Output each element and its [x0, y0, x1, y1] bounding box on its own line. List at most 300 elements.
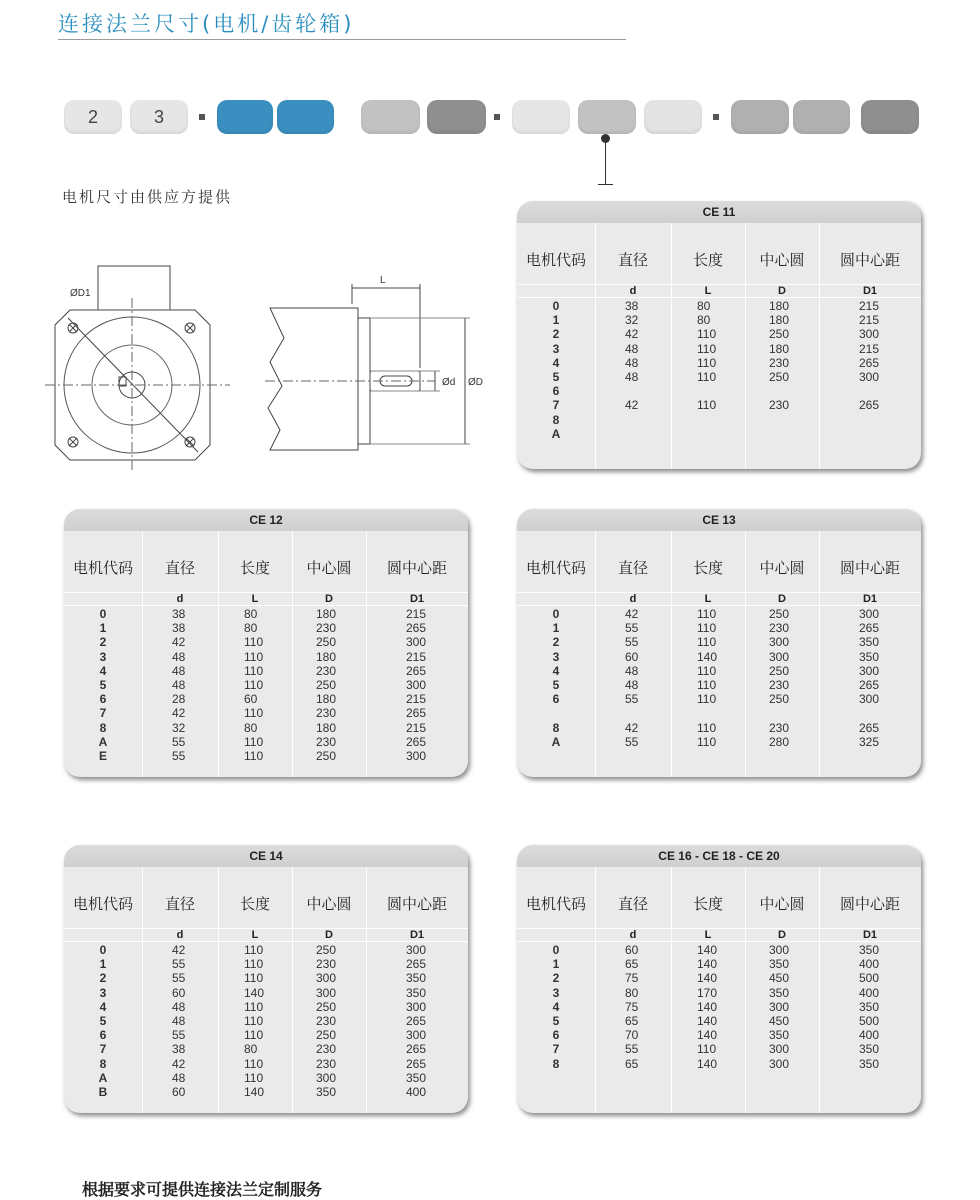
- value-cell: 110: [697, 635, 717, 650]
- value-cell: 215: [859, 341, 880, 356]
- value-cell: 230: [769, 720, 790, 735]
- column-symbol: D1: [409, 593, 425, 605]
- value-cell: 110: [244, 999, 264, 1014]
- value-cell: 48: [625, 677, 639, 692]
- column-header: 直径: [617, 895, 648, 913]
- value-cell: 350: [859, 649, 880, 664]
- code-pill: [861, 100, 919, 134]
- value-cell: 300: [406, 999, 427, 1014]
- value-cell: 110: [244, 677, 264, 692]
- table-row: [517, 413, 921, 427]
- d1-label: ØD1: [70, 288, 91, 299]
- value-cell: 450: [769, 1013, 790, 1028]
- column-header: 圆中心距: [386, 895, 447, 913]
- l-label: L: [380, 275, 386, 286]
- big-d-label: ØD: [468, 377, 483, 388]
- table-caption: CE 13: [517, 509, 921, 531]
- value-cell: 350: [406, 1070, 427, 1085]
- value-cell: 180: [316, 649, 337, 664]
- code-pill: [578, 100, 636, 134]
- value-cell: 48: [172, 1070, 186, 1085]
- column-symbol: L: [704, 929, 712, 941]
- table-row: [64, 1042, 468, 1056]
- table-row: [517, 356, 921, 370]
- symbol-rule: [64, 605, 468, 606]
- table-body: [64, 943, 468, 1099]
- value-cell: 28: [172, 692, 186, 707]
- value-cell: 48: [172, 1013, 186, 1028]
- motor-code-cell: 1: [552, 313, 560, 328]
- symbol-rule: [517, 297, 921, 298]
- motor-code-cell: 5: [99, 677, 107, 692]
- column-symbol: L: [704, 285, 712, 297]
- value-cell: 48: [172, 677, 186, 692]
- value-cell: 48: [172, 663, 186, 678]
- value-cell: 300: [769, 999, 790, 1014]
- value-cell: 110: [697, 734, 717, 749]
- column-symbol: d: [629, 285, 637, 297]
- code-pill: [731, 100, 789, 134]
- value-cell: 48: [625, 369, 639, 384]
- value-cell: 250: [316, 748, 337, 763]
- value-cell: 140: [697, 1056, 718, 1071]
- value-cell: 230: [316, 734, 337, 749]
- code-pill: [361, 100, 420, 134]
- value-cell: 300: [859, 327, 880, 342]
- value-cell: 230: [769, 398, 790, 413]
- value-cell: 110: [244, 734, 264, 749]
- table-row: [517, 721, 921, 735]
- value-cell: 110: [697, 663, 717, 678]
- value-cell: 140: [697, 999, 718, 1014]
- column-header: 中心圆: [759, 895, 805, 913]
- value-cell: 32: [625, 313, 639, 328]
- order-code-row: [0, 100, 980, 134]
- flange-table-ce16: [517, 845, 921, 1113]
- table-caption: CE 16 - CE 18 - CE 20: [517, 845, 921, 867]
- motor-code-cell: 6: [552, 384, 560, 399]
- value-cell: 215: [859, 313, 880, 328]
- table-row: [64, 678, 468, 692]
- value-cell: 265: [406, 957, 427, 972]
- value-cell: 110: [697, 369, 717, 384]
- value-cell: 250: [769, 663, 790, 678]
- value-cell: 300: [406, 1028, 427, 1043]
- value-cell: 110: [697, 355, 717, 370]
- value-cell: 265: [406, 663, 427, 678]
- motor-code-cell: 2: [552, 635, 560, 650]
- flange-drawing: [40, 258, 490, 478]
- table-row: [517, 986, 921, 1000]
- motor-code-cell: 7: [99, 706, 107, 721]
- value-cell: 300: [859, 692, 880, 707]
- value-cell: 42: [172, 1056, 186, 1071]
- value-cell: 265: [406, 621, 427, 636]
- motor-code-cell: 1: [552, 957, 560, 972]
- value-cell: 55: [625, 692, 639, 707]
- motor-code-cell: 0: [552, 943, 560, 957]
- value-cell: 300: [769, 1042, 790, 1057]
- column-header: 长度: [239, 895, 270, 913]
- column-symbol: D: [325, 593, 333, 605]
- value-cell: 180: [316, 607, 337, 621]
- value-cell: 140: [697, 971, 718, 986]
- value-cell: 110: [244, 1070, 264, 1085]
- motor-code-cell: 5: [99, 1013, 107, 1028]
- value-cell: 55: [172, 748, 186, 763]
- motor-code-cell: 3: [552, 649, 560, 664]
- table-row: [64, 635, 468, 649]
- table-row: [64, 664, 468, 678]
- value-cell: 230: [769, 621, 790, 636]
- value-cell: 250: [769, 692, 790, 707]
- value-cell: 110: [697, 692, 717, 707]
- column-symbol: D: [778, 929, 786, 941]
- column-header: 电机代码: [72, 559, 133, 577]
- value-cell: 60: [244, 692, 258, 707]
- value-cell: 48: [625, 663, 639, 678]
- symbol-rule: [517, 605, 921, 606]
- value-cell: 110: [244, 943, 264, 957]
- motor-code-cell: A: [98, 1070, 108, 1085]
- table-row: [64, 721, 468, 735]
- column-symbol: D1: [862, 285, 878, 297]
- value-cell: 80: [625, 985, 639, 1000]
- column-symbol: D1: [409, 929, 425, 941]
- table-body: [517, 299, 921, 441]
- motor-code-cell: 3: [99, 649, 107, 664]
- value-cell: 300: [316, 971, 337, 986]
- code-separator-dot: [713, 114, 719, 120]
- value-cell: 140: [244, 985, 265, 1000]
- value-cell: 265: [406, 1013, 427, 1028]
- table-row: [64, 943, 468, 957]
- table-row: [517, 1042, 921, 1056]
- value-cell: 32: [172, 720, 186, 735]
- table-row: [64, 957, 468, 971]
- value-cell: 280: [769, 734, 790, 749]
- column-header: 长度: [692, 251, 723, 269]
- motor-code-cell: 6: [99, 692, 107, 707]
- value-cell: 300: [406, 943, 427, 957]
- value-cell: 300: [769, 649, 790, 664]
- value-cell: 230: [316, 621, 337, 636]
- value-cell: 110: [244, 706, 264, 721]
- column-header: 圆中心距: [386, 559, 447, 577]
- value-cell: 80: [244, 607, 258, 621]
- motor-code-cell: 1: [99, 957, 107, 972]
- motor-code-cell: 8: [99, 720, 107, 735]
- pointer-foot: [598, 184, 613, 185]
- code-separator-dot: [199, 114, 205, 120]
- column-header: 直径: [164, 895, 195, 913]
- value-cell: 110: [244, 635, 264, 650]
- value-cell: 70: [625, 1028, 639, 1043]
- motor-code-cell: 4: [552, 355, 560, 370]
- value-cell: 80: [697, 299, 711, 313]
- table-row: [517, 957, 921, 971]
- value-cell: 265: [406, 706, 427, 721]
- value-cell: 265: [859, 398, 880, 413]
- motor-code-cell: 3: [552, 341, 560, 356]
- table-row: [64, 706, 468, 720]
- value-cell: 350: [769, 957, 790, 972]
- value-cell: 60: [625, 943, 639, 957]
- table-row: [64, 1071, 468, 1085]
- value-cell: 300: [859, 369, 880, 384]
- value-cell: 215: [406, 692, 427, 707]
- table-row: [517, 678, 921, 692]
- symbol-rule: [64, 941, 468, 942]
- motor-code-cell: 1: [99, 621, 107, 636]
- flange-table-ce13: [517, 509, 921, 777]
- d-label: Ød: [442, 377, 456, 388]
- value-cell: 265: [859, 720, 880, 735]
- code-pill: [512, 100, 570, 134]
- table-row: [64, 650, 468, 664]
- value-cell: 140: [697, 649, 718, 664]
- code-pill: [644, 100, 702, 134]
- motor-code-cell: 0: [552, 607, 560, 621]
- motor-code-cell: 2: [552, 971, 560, 986]
- value-cell: 250: [769, 369, 790, 384]
- value-cell: 300: [859, 663, 880, 678]
- value-cell: 55: [625, 635, 639, 650]
- title-divider: [58, 39, 626, 40]
- value-cell: 38: [172, 607, 186, 621]
- value-cell: 215: [859, 299, 880, 313]
- value-cell: 65: [625, 1056, 639, 1071]
- code-pill: 2: [64, 100, 122, 134]
- value-cell: 48: [625, 355, 639, 370]
- value-cell: 300: [406, 748, 427, 763]
- table-row: [517, 607, 921, 621]
- motor-code-cell: 4: [552, 663, 560, 678]
- value-cell: 500: [859, 971, 880, 986]
- value-cell: 180: [769, 313, 790, 328]
- value-cell: 75: [625, 999, 639, 1014]
- value-cell: 250: [316, 1028, 337, 1043]
- motor-code-cell: 2: [99, 635, 107, 650]
- motor-code-cell: 3: [552, 985, 560, 1000]
- table-row: [64, 692, 468, 706]
- value-cell: 110: [244, 1056, 264, 1071]
- table-row: [517, 327, 921, 341]
- motor-code-cell: 6: [99, 1028, 107, 1043]
- motor-code-cell: 5: [552, 369, 560, 384]
- value-cell: 350: [769, 1028, 790, 1043]
- column-header: 直径: [617, 559, 648, 577]
- column-symbol: D1: [862, 929, 878, 941]
- column-header: 电机代码: [72, 895, 133, 913]
- value-cell: 140: [697, 1013, 718, 1028]
- value-cell: 110: [244, 1013, 264, 1028]
- motor-code-cell: 0: [99, 943, 107, 957]
- column-header: 圆中心距: [839, 251, 900, 269]
- column-symbol: D1: [862, 593, 878, 605]
- column-symbol: d: [629, 593, 637, 605]
- value-cell: 42: [625, 327, 639, 342]
- value-cell: 55: [172, 734, 186, 749]
- table-row: [64, 1085, 468, 1099]
- value-cell: 170: [697, 985, 718, 1000]
- value-cell: 350: [859, 999, 880, 1014]
- column-header: 中心圆: [306, 559, 352, 577]
- value-cell: 65: [625, 957, 639, 972]
- table-row: [64, 1014, 468, 1028]
- flange-table-ce12: [64, 509, 468, 777]
- value-cell: 38: [172, 1042, 186, 1057]
- column-symbol: D: [778, 285, 786, 297]
- flange-table-ce14: [64, 845, 468, 1113]
- column-symbol: L: [251, 593, 259, 605]
- motor-code-cell: 8: [552, 1056, 560, 1071]
- value-cell: 110: [697, 607, 717, 621]
- value-cell: 42: [625, 398, 639, 413]
- column-header: 直径: [617, 251, 648, 269]
- table-row: [64, 735, 468, 749]
- motor-code-cell: 7: [552, 398, 560, 413]
- table-row: [517, 313, 921, 327]
- motor-code-cell: 7: [552, 1042, 560, 1057]
- column-symbol: d: [629, 929, 637, 941]
- motor-code-cell: 6: [552, 1028, 560, 1043]
- column-header: 圆中心距: [839, 895, 900, 913]
- column-symbol: L: [251, 929, 259, 941]
- value-cell: 60: [172, 985, 186, 1000]
- value-cell: 180: [316, 720, 337, 735]
- value-cell: 265: [406, 1056, 427, 1071]
- table-row: [64, 607, 468, 621]
- code-pill: [793, 100, 850, 134]
- table-body: [64, 607, 468, 763]
- value-cell: 300: [406, 635, 427, 650]
- motor-code-cell: A: [551, 734, 561, 749]
- value-cell: 400: [859, 1028, 880, 1043]
- value-cell: 230: [316, 1056, 337, 1071]
- motor-code-cell: B: [98, 1084, 108, 1099]
- value-cell: 38: [172, 621, 186, 636]
- column-symbol: d: [176, 593, 184, 605]
- symbol-rule: [517, 941, 921, 942]
- value-cell: 215: [406, 607, 427, 621]
- table-row: [517, 1000, 921, 1014]
- value-cell: 250: [769, 607, 790, 621]
- code-pill: [427, 100, 486, 134]
- value-cell: 215: [406, 720, 427, 735]
- value-cell: 110: [697, 398, 717, 413]
- value-cell: 300: [769, 943, 790, 957]
- table-row: [517, 943, 921, 957]
- motor-code-cell: 5: [552, 1013, 560, 1028]
- value-cell: 110: [244, 1028, 264, 1043]
- table-row: [64, 1057, 468, 1071]
- code-pill: [277, 100, 334, 134]
- motor-code-cell: 7: [99, 1042, 107, 1057]
- table-row: [517, 398, 921, 412]
- table-row: [517, 692, 921, 706]
- motor-code-cell: 3: [99, 985, 107, 1000]
- value-cell: 110: [697, 720, 717, 735]
- value-cell: 110: [697, 677, 717, 692]
- value-cell: 230: [316, 663, 337, 678]
- table-row: [517, 1014, 921, 1028]
- value-cell: 230: [316, 1013, 337, 1028]
- value-cell: 350: [406, 971, 427, 986]
- table-row: [64, 749, 468, 763]
- motor-code-cell: 1: [552, 621, 560, 636]
- column-header: 电机代码: [525, 559, 586, 577]
- table-row: [517, 427, 921, 441]
- column-header: 长度: [692, 895, 723, 913]
- value-cell: 265: [859, 677, 880, 692]
- column-symbol: D: [778, 593, 786, 605]
- value-cell: 300: [769, 635, 790, 650]
- value-cell: 140: [697, 943, 718, 957]
- value-cell: 400: [859, 957, 880, 972]
- table-row: [517, 299, 921, 313]
- value-cell: 48: [172, 999, 186, 1014]
- value-cell: 230: [769, 677, 790, 692]
- side-view: [265, 284, 470, 450]
- table-row: [517, 384, 921, 398]
- table-row: [517, 664, 921, 678]
- value-cell: 400: [859, 985, 880, 1000]
- page-title: 连接法兰尺寸(电机/齿轮箱): [58, 12, 355, 36]
- value-cell: 350: [769, 985, 790, 1000]
- value-cell: 250: [316, 635, 337, 650]
- value-cell: 110: [244, 649, 264, 664]
- value-cell: 55: [172, 957, 186, 972]
- table-caption: CE 11: [517, 201, 921, 223]
- table-caption: CE 14: [64, 845, 468, 867]
- value-cell: 65: [625, 1013, 639, 1028]
- value-cell: 230: [316, 957, 337, 972]
- column-header: 直径: [164, 559, 195, 577]
- column-header: 电机代码: [525, 251, 586, 269]
- value-cell: 110: [697, 327, 717, 342]
- value-cell: 350: [859, 635, 880, 650]
- column-header: 长度: [692, 559, 723, 577]
- motor-code-cell: 2: [552, 327, 560, 342]
- table-row: [64, 971, 468, 985]
- column-header: 中心圆: [759, 251, 805, 269]
- custom-service-note: 根据要求可提供连接法兰定制服务: [82, 1180, 323, 1199]
- value-cell: 300: [406, 677, 427, 692]
- flange-table-ce11: [517, 201, 921, 469]
- value-cell: 300: [769, 1056, 790, 1071]
- code-pill: 3: [130, 100, 188, 134]
- table-row: [64, 1000, 468, 1014]
- value-cell: 140: [697, 957, 718, 972]
- value-cell: 140: [697, 1028, 718, 1043]
- motor-code-cell: 4: [552, 999, 560, 1014]
- motor-code-cell: E: [98, 748, 107, 763]
- value-cell: 325: [859, 734, 880, 749]
- motor-code-cell: 8: [552, 412, 560, 427]
- table-row: [517, 735, 921, 749]
- motor-code-cell: 5: [552, 677, 560, 692]
- value-cell: 38: [625, 299, 639, 313]
- code-separator-dot: [494, 114, 500, 120]
- value-cell: 230: [316, 706, 337, 721]
- value-cell: 350: [859, 1056, 880, 1071]
- value-cell: 80: [244, 720, 258, 735]
- value-cell: 55: [625, 621, 639, 636]
- motor-code-cell: A: [551, 426, 561, 441]
- value-cell: 60: [625, 649, 639, 664]
- value-cell: 350: [316, 1084, 337, 1099]
